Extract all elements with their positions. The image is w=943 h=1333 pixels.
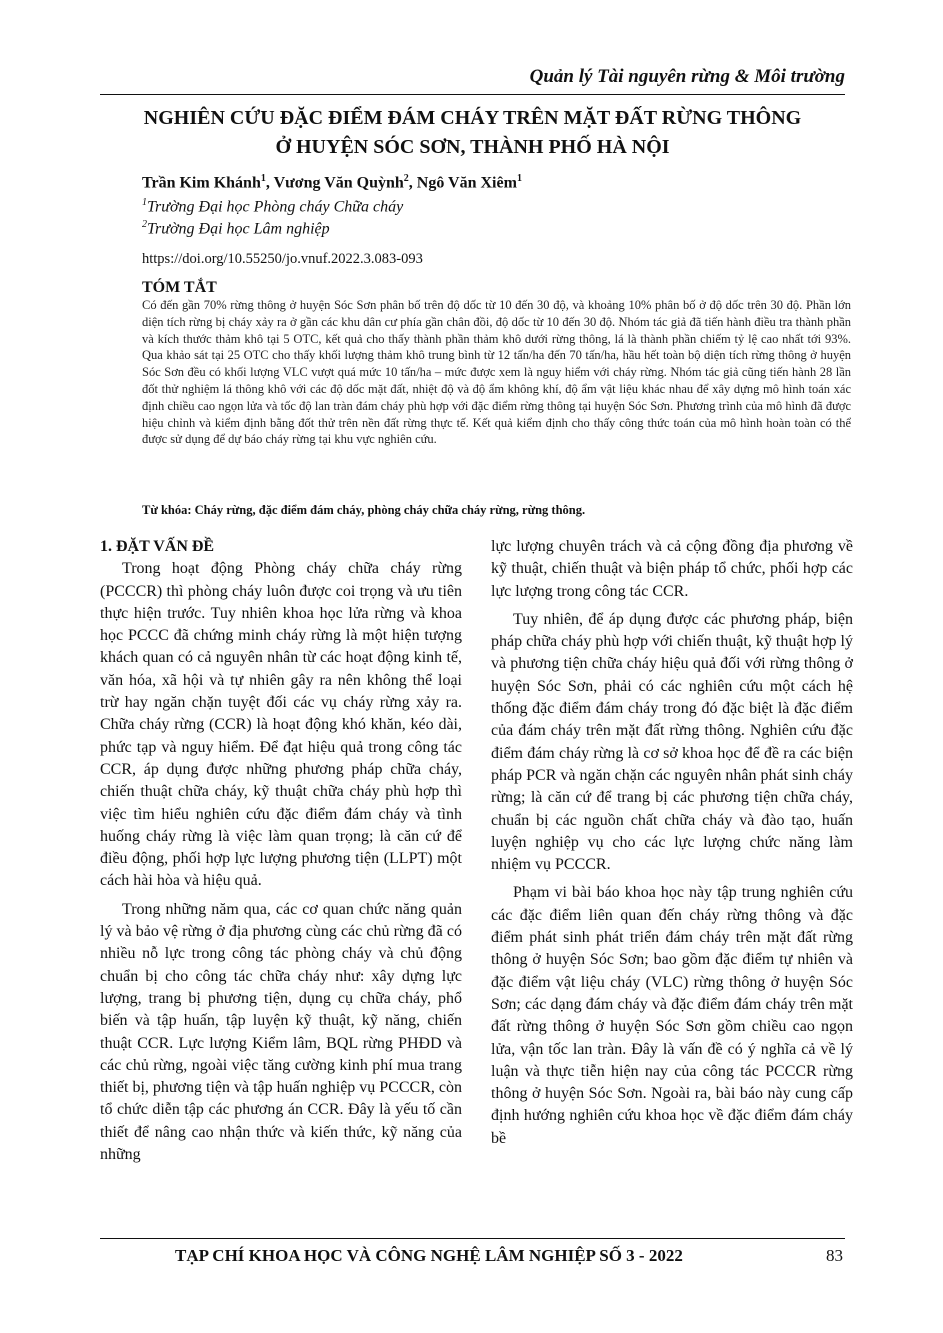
title-line-1: NGHIÊN CỨU ĐẶC ĐIỂM ĐÁM CHÁY TRÊN MẶT ĐẤT RỪNG THÔNG [143, 107, 802, 129]
author-name: Trần Kim Khánh [142, 174, 261, 192]
body-paragraph: Phạm vi bài báo khoa học này tập trung nghiên cứu các đặc điểm liên quan đến cháy rừng thông và đặc điểm phát sinh phát triển đám cháy trên mặt đất rừng thông ở huyện Sóc Sơn; bao gồm đặc điểm tự nhiên và đặc điểm vật liệu cháy (VLC) rừng thông ở huyện Sóc Sơn; các dạng đám cháy và đặc điểm đám cháy trên mặt đất rừng thông ở huyện Sóc Sơn gồm chiều cao ngọn lửa, vận tốc lan tràn. Đây là vấn đề có ý nghĩa cả về lý luận và thực tiễn hiện nay của công tác PCCCR rừng thông ở huyện Sóc Sơn. Ngoài ra, bài báo này cung cấp định hướng nghiên cứu khoa học về đặc điểm đám cháy bề [491, 884, 853, 1147]
header-rule [100, 94, 845, 95]
journal-name: TẠP CHÍ KHOA HỌC VÀ CÔNG NGHỆ LÂM NGHIỆP SỐ 3 - 2022 [175, 1246, 683, 1265]
body-paragraph: Trong những năm qua, các cơ quan chức năng quản lý và bảo vệ rừng ở địa phương cùng các chủ rừng đã có nhiều nỗ lực trong công tác phòng cháy và chủ động chuẩn bị cho công tác chữa cháy như: xây dựng lực lượng, trang bị phương tiện, dụng cụ chữa cháy, phổ biến và tập huấn, tập luyện kỹ thuật, kỹ năng, chiến thuật CCR. Lực lượng Kiểm lâm, BQL rừng PHĐD và các chủ rừng, ngoài việc tăng cường kinh phí mua trang thiết bị, phương tiện và tập huấn nghiệp vụ PCCCR, còn tổ chức diễn tập các phương án CCR. Đây là yếu tố cần thiết để nâng cao nhận thức và kiến thức, kỹ năng của những [100, 900, 462, 1164]
body-column-right [491, 536, 853, 1150]
keywords [142, 503, 851, 518]
abstract-heading: TÓM TẮT [142, 279, 217, 296]
affiliation-marker: 2 [142, 219, 147, 230]
affiliation-marker: 1 [142, 197, 147, 208]
author-affiliation-marker: 1 [260, 173, 266, 184]
body-paragraph: Trong hoạt động Phòng cháy chữa cháy rừng (PCCCR) thì phòng cháy luôn được coi trọng và ưu tiên thực hiện trước. Tuy nhiên khoa học lửa rừng và khoa học PCCC đã chứng minh cháy rừng là một hiện tượng khách quan có cả nguyên nhân từ các hoạt động kinh tế, văn hóa, xã hội và tự nhiên gây ra nên không thể loại trừ hay ngăn chặn tuyệt đối các vụ cháy rừng xảy ra. Chữa cháy rừng (CCR) là hoạt động khó khăn, kéo dài, phức tạp và nguy hiểm. Để đạt hiệu quả trong công tác CCR, áp dụng được những phương pháp chữa cháy, chiến thuật chữa cháy, kỹ thuật chữa cháy phù hợp thì việc tìm hiểu nghiên cứu đặc điểm đám cháy và tình huống cháy rừng là việc làm quan trọng; là căn cứ để điều động, phối hợp lực lượng phương tiện (LLPT) một cách hài hòa và hiệu quả. [100, 560, 462, 890]
running-head: Quản lý Tài nguyên rừng & Môi trường [529, 66, 845, 87]
affiliation-text: Trường Đại học Phòng cháy Chữa cháy [147, 198, 404, 216]
author-separator: , [265, 174, 274, 192]
keywords-text: Cháy rừng, đặc điểm đám cháy, phòng cháy chữa cháy rừng, rừng thông. [191, 503, 586, 517]
author-list [142, 173, 522, 192]
author-separator: , [408, 174, 417, 192]
author-name: Ngô Văn Xiêm [416, 174, 517, 192]
title-line-2: Ở HUYỆN SÓC SƠN, THÀNH PHỐ HÀ NỘI [275, 136, 670, 158]
body-column-left [100, 536, 462, 1166]
keywords-label: Từ khóa: [142, 503, 192, 517]
author-name: Vương Văn Quỳnh [273, 174, 404, 192]
body-paragraph: lực lượng chuyên trách và cả cộng đồng địa phương về kỹ thuật, chiến thuật và biện pháp tổ chức, phối hợp các lực lượng trong công tác CCR. [491, 538, 853, 600]
doi-link[interactable]: https://doi.org/10.55250/jo.vnuf.2022.3.083-093 [142, 251, 423, 267]
section-heading: 1. ĐẶT VẤN ĐỀ [100, 538, 215, 555]
author-affiliation-marker: 2 [403, 173, 409, 184]
affiliation-1 [142, 197, 403, 216]
author-affiliation-marker: 1 [516, 173, 522, 184]
abstract-text: Có đến gần 70% rừng thông ở huyện Sóc Sơn phân bố trên độ dốc từ 10 đến 30 độ, và khoảng 10% phân bố ở độ dốc trên 30 độ. Phần lớn diện tích rừng bị cháy xảy ra ở gần các khu dân cư phía gần chân đồi, độ dốc từ 10 đến 30 độ. Nhóm tác giả đã tiến hành điều tra thành phần và kích thước thảm khô tại 5 OTC, kết quả cho thấy thành phần thảm khô dưới rừng thông, lá là thành phần chiếm tỷ lệ cao nhất tới 93%. Qua khảo sát tại 25 OTC cho thấy khối lượng thảm khô trung bình từ 12 tấn/ha đến 70 tấn/ha, hầu hết toàn bộ diện tích rừng thông ở huyện Sóc Sơn đều có khối lượng VLC vượt quá mức 10 tấn/ha – mức được xem là nguy hiểm với cháy rừng. Nhóm tác giả cũng tiến hành 28 lần đốt thử nghiệm lá thông khô với các độ dốc mặt đất, nhiệt độ và độ ẩm không khí, độ ẩm vật liệu khác nhau để xây dựng mô hình toán xác định chiều cao ngọn lửa và tốc độ lan tràn đám cháy phù hợp với đặc điểm rừng thông tại huyện Sóc Sơn. Phương trình của mô hình đã được hiệu chỉnh và kiểm định bằng đốt thử trên nền đất rừng thực tế. Kết quả kiểm định cho thấy công thức toán của mô hình hoàn toàn có thể được sử dụng để dự báo cháy rừng tại khu vực nghiên cứu. [142, 298, 851, 447]
footer-rule [100, 1238, 845, 1239]
affiliation-text: Trường Đại học Lâm nghiệp [147, 220, 330, 238]
affiliation-2 [142, 219, 330, 238]
body-paragraph: Tuy nhiên, để áp dụng được các phương pháp, biện pháp chữa cháy phù hợp với chiến thuật, kỹ thuật hợp lý và phương tiện chữa cháy hiệu quả đối với rừng thông ở huyện Sóc Sơn, phải có các nghiên cứu một cách hệ thống đặc điểm đám cháy trong đó đặc biệt là đặc điểm của đám cháy trên mặt đất rừng thông. Nghiên cứu đặc điểm đám cháy rừng là cơ sở khoa học để đề ra các biện pháp PCR và ngăn chặn các nguyên nhân phát sinh cháy rừng; là căn cứ để trang bị các phương tiện chữa cháy, chuẩn bị các nguồn chất chữa cháy và đào tạo, huấn luyện nghiệp vụ cho các lực lượng chức năng làm nhiệm vụ PCCCR. [491, 610, 853, 874]
page-number: 83 [826, 1246, 843, 1265]
article-title [100, 104, 845, 162]
